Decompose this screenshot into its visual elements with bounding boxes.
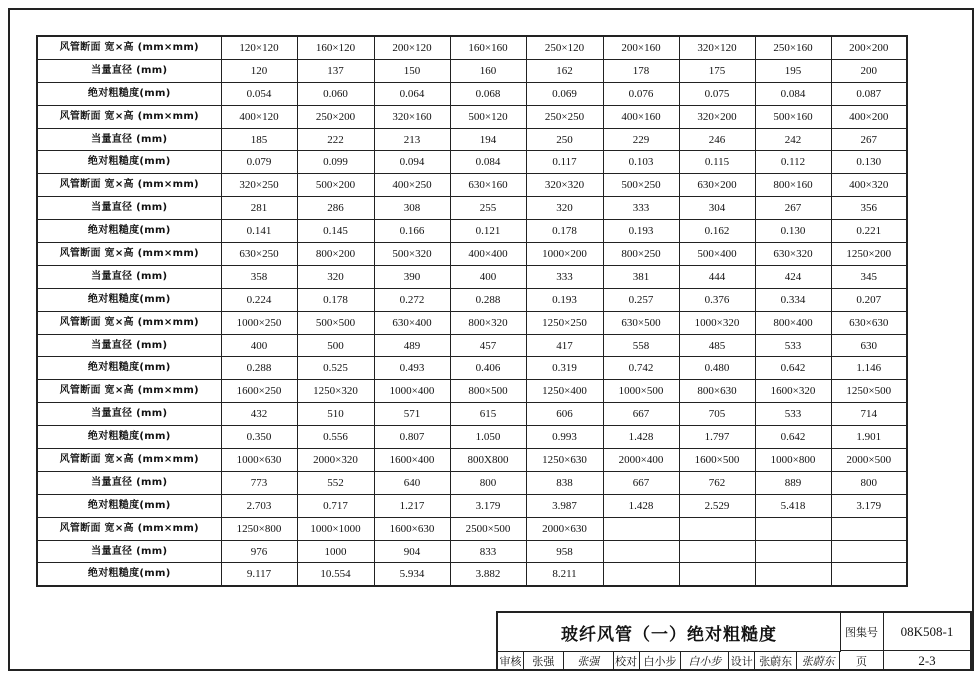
table-cell: 195 bbox=[755, 59, 831, 82]
table-cell: 1.217 bbox=[374, 494, 450, 517]
table-cell: 0.079 bbox=[221, 151, 297, 174]
table-cell: 552 bbox=[297, 471, 374, 494]
row-label: 绝对粗糙度(mm) bbox=[37, 288, 221, 311]
table-cell: 308 bbox=[374, 197, 450, 220]
table-cell: 9.117 bbox=[221, 563, 297, 586]
table-cell: 0.742 bbox=[603, 357, 679, 380]
table-cell: 0.087 bbox=[831, 82, 907, 105]
table-cell: 1.428 bbox=[603, 494, 679, 517]
table-cell: 500 bbox=[297, 334, 374, 357]
table-cell: 0.121 bbox=[450, 220, 526, 243]
designer-name: 张蔚东 bbox=[755, 651, 797, 671]
table-cell: 304 bbox=[679, 197, 755, 220]
table-cell: 640 bbox=[374, 471, 450, 494]
table-cell: 0.178 bbox=[297, 288, 374, 311]
table-cell bbox=[679, 540, 755, 563]
table-cell: 0.642 bbox=[755, 357, 831, 380]
table-cell bbox=[603, 517, 679, 540]
table-cell bbox=[755, 540, 831, 563]
table-row bbox=[37, 334, 907, 357]
table-cell: 630 bbox=[831, 334, 907, 357]
table-cell: 1250×800 bbox=[221, 517, 297, 540]
table-cell: 0.257 bbox=[603, 288, 679, 311]
table-cell: 0.115 bbox=[679, 151, 755, 174]
table-row bbox=[37, 243, 907, 266]
table-cell: 1000×320 bbox=[679, 311, 755, 334]
table-cell: 1600×320 bbox=[755, 380, 831, 403]
table-cell: 558 bbox=[603, 334, 679, 357]
table-cell: 2.703 bbox=[221, 494, 297, 517]
table-cell: 0.117 bbox=[526, 151, 603, 174]
table-cell: 400×320 bbox=[831, 174, 907, 197]
table-cell: 400×160 bbox=[603, 105, 679, 128]
table-cell: 175 bbox=[679, 59, 755, 82]
table-cell: 150 bbox=[374, 59, 450, 82]
table-cell: 667 bbox=[603, 403, 679, 426]
table-cell: 250×160 bbox=[755, 36, 831, 59]
row-label: 当量直径 (mm) bbox=[37, 128, 221, 151]
table-cell: 3.179 bbox=[831, 494, 907, 517]
table-row bbox=[37, 105, 907, 128]
table-cell bbox=[679, 517, 755, 540]
row-label: 绝对粗糙度(mm) bbox=[37, 151, 221, 174]
table-cell: 333 bbox=[526, 265, 603, 288]
table-cell: 0.064 bbox=[374, 82, 450, 105]
table-row bbox=[37, 357, 907, 380]
table-cell: 1000×250 bbox=[221, 311, 297, 334]
table-cell: 500×320 bbox=[374, 243, 450, 266]
table-cell: 320×160 bbox=[374, 105, 450, 128]
table-cell: 0.334 bbox=[755, 288, 831, 311]
table-cell: 0.162 bbox=[679, 220, 755, 243]
table-row bbox=[37, 197, 907, 220]
table-cell: 390 bbox=[374, 265, 450, 288]
atlas-number: 08K508-1 bbox=[884, 613, 970, 651]
table-cell: 533 bbox=[755, 403, 831, 426]
table-cell: 1.428 bbox=[603, 426, 679, 449]
table-cell: 500×250 bbox=[603, 174, 679, 197]
checker-name: 白小步 bbox=[640, 651, 682, 671]
row-label: 风管断面 宽×高 (mm×mm) bbox=[37, 311, 221, 334]
table-cell: 424 bbox=[755, 265, 831, 288]
table-cell: 1000×500 bbox=[603, 380, 679, 403]
table-row bbox=[37, 449, 907, 472]
table-cell: 0.376 bbox=[679, 288, 755, 311]
table-cell: 714 bbox=[831, 403, 907, 426]
row-label: 风管断面 宽×高 (mm×mm) bbox=[37, 243, 221, 266]
table-cell: 267 bbox=[831, 128, 907, 151]
table-cell: 3.882 bbox=[450, 563, 526, 586]
table-cell: 0.193 bbox=[526, 288, 603, 311]
table-cell: 381 bbox=[603, 265, 679, 288]
table-cell: 833 bbox=[450, 540, 526, 563]
table-cell: 510 bbox=[297, 403, 374, 426]
table-cell: 200×120 bbox=[374, 36, 450, 59]
table-cell: 0.069 bbox=[526, 82, 603, 105]
table-cell: 1600×250 bbox=[221, 380, 297, 403]
table-cell: 0.076 bbox=[603, 82, 679, 105]
table-row bbox=[37, 174, 907, 197]
table-cell: 333 bbox=[603, 197, 679, 220]
table-cell: 800×400 bbox=[755, 311, 831, 334]
table-cell: 0.054 bbox=[221, 82, 297, 105]
table-row bbox=[37, 265, 907, 288]
row-label: 风管断面 宽×高 (mm×mm) bbox=[37, 449, 221, 472]
table-row bbox=[37, 220, 907, 243]
table-cell: 630×250 bbox=[221, 243, 297, 266]
table-cell: 800 bbox=[450, 471, 526, 494]
table-cell: 0.060 bbox=[297, 82, 374, 105]
table-cell: 1250×500 bbox=[831, 380, 907, 403]
table-cell: 0.193 bbox=[603, 220, 679, 243]
table-cell: 1.901 bbox=[831, 426, 907, 449]
table-cell: 1000×400 bbox=[374, 380, 450, 403]
table-cell: 213 bbox=[374, 128, 450, 151]
table-cell: 630×200 bbox=[679, 174, 755, 197]
row-label: 风管断面 宽×高 (mm×mm) bbox=[37, 174, 221, 197]
table-cell: 200×200 bbox=[831, 36, 907, 59]
table-cell: 400×120 bbox=[221, 105, 297, 128]
table-cell: 1000×630 bbox=[221, 449, 297, 472]
table-cell: 489 bbox=[374, 334, 450, 357]
table-row bbox=[37, 494, 907, 517]
table-cell: 0.130 bbox=[831, 151, 907, 174]
drawing-title: 玻纤风管（一）绝对粗糙度 bbox=[498, 613, 841, 652]
table-cell: 1000×800 bbox=[755, 449, 831, 472]
title-block bbox=[496, 611, 972, 671]
table-cell: 0.099 bbox=[297, 151, 374, 174]
table-cell: 242 bbox=[755, 128, 831, 151]
table-cell: 800 bbox=[831, 471, 907, 494]
table-cell: 444 bbox=[679, 265, 755, 288]
table-cell: 1.146 bbox=[831, 357, 907, 380]
roughness-table bbox=[36, 35, 908, 587]
table-cell: 5.418 bbox=[755, 494, 831, 517]
table-cell: 0.993 bbox=[526, 426, 603, 449]
row-label: 当量直径 (mm) bbox=[37, 197, 221, 220]
signature-row bbox=[498, 651, 840, 671]
table-cell: 345 bbox=[831, 265, 907, 288]
table-cell: 120 bbox=[221, 59, 297, 82]
table-cell: 250×200 bbox=[297, 105, 374, 128]
table-cell: 3.987 bbox=[526, 494, 603, 517]
table-cell: 0.084 bbox=[450, 151, 526, 174]
table-cell: 286 bbox=[297, 197, 374, 220]
table-cell: 1250×320 bbox=[297, 380, 374, 403]
row-label: 当量直径 (mm) bbox=[37, 334, 221, 357]
row-label: 风管断面 宽×高 (mm×mm) bbox=[37, 380, 221, 403]
table-cell: 606 bbox=[526, 403, 603, 426]
table-cell: 800×500 bbox=[450, 380, 526, 403]
atlas-label: 图集号 bbox=[840, 613, 884, 651]
reviewer-signature: 张强 bbox=[564, 651, 614, 671]
table-cell bbox=[679, 563, 755, 586]
table-row bbox=[37, 563, 907, 586]
table-row bbox=[37, 517, 907, 540]
table-cell: 773 bbox=[221, 471, 297, 494]
table-cell: 10.554 bbox=[297, 563, 374, 586]
page-label: 页 bbox=[840, 651, 884, 671]
table-cell: 2000×500 bbox=[831, 449, 907, 472]
row-label: 当量直径 (mm) bbox=[37, 59, 221, 82]
row-label: 绝对粗糙度(mm) bbox=[37, 357, 221, 380]
table-cell: 958 bbox=[526, 540, 603, 563]
table-cell: 630×400 bbox=[374, 311, 450, 334]
table-cell: 250×250 bbox=[526, 105, 603, 128]
table-cell: 889 bbox=[755, 471, 831, 494]
table-cell: 320×200 bbox=[679, 105, 755, 128]
table-cell: 0.145 bbox=[297, 220, 374, 243]
row-label: 风管断面 宽×高 (mm×mm) bbox=[37, 517, 221, 540]
table-cell: 800×200 bbox=[297, 243, 374, 266]
table-cell: 0.556 bbox=[297, 426, 374, 449]
table-cell: 185 bbox=[221, 128, 297, 151]
table-cell: 500×500 bbox=[297, 311, 374, 334]
table-cell: 0.094 bbox=[374, 151, 450, 174]
table-cell: 762 bbox=[679, 471, 755, 494]
table-cell: 8.211 bbox=[526, 563, 603, 586]
table-cell: 400 bbox=[221, 334, 297, 357]
row-label: 绝对粗糙度(mm) bbox=[37, 563, 221, 586]
table-cell: 229 bbox=[603, 128, 679, 151]
table-cell: 976 bbox=[221, 540, 297, 563]
table-cell: 0.319 bbox=[526, 357, 603, 380]
table-cell: 0.178 bbox=[526, 220, 603, 243]
table-cell: 838 bbox=[526, 471, 603, 494]
table-cell: 120×120 bbox=[221, 36, 297, 59]
table-cell: 137 bbox=[297, 59, 374, 82]
table-cell: 255 bbox=[450, 197, 526, 220]
checker-signature: 白小步 bbox=[681, 651, 729, 671]
table-cell bbox=[755, 517, 831, 540]
reviewer-name: 张强 bbox=[524, 651, 564, 671]
table-cell bbox=[831, 563, 907, 586]
table-cell: 200×160 bbox=[603, 36, 679, 59]
row-label: 当量直径 (mm) bbox=[37, 265, 221, 288]
table-cell: 320 bbox=[297, 265, 374, 288]
table-cell: 178 bbox=[603, 59, 679, 82]
table-cell: 667 bbox=[603, 471, 679, 494]
table-cell: 1250×400 bbox=[526, 380, 603, 403]
row-label: 绝对粗糙度(mm) bbox=[37, 220, 221, 243]
table-cell: 800X800 bbox=[450, 449, 526, 472]
row-label: 当量直径 (mm) bbox=[37, 540, 221, 563]
table-cell: 246 bbox=[679, 128, 755, 151]
table-cell: 500×400 bbox=[679, 243, 755, 266]
row-label: 当量直径 (mm) bbox=[37, 471, 221, 494]
review-label: 审核 bbox=[498, 651, 524, 671]
table-cell: 0.112 bbox=[755, 151, 831, 174]
table-cell: 320×250 bbox=[221, 174, 297, 197]
table-cell: 500×120 bbox=[450, 105, 526, 128]
table-cell: 417 bbox=[526, 334, 603, 357]
row-label: 绝对粗糙度(mm) bbox=[37, 82, 221, 105]
table-cell: 0.288 bbox=[221, 357, 297, 380]
table-cell: 2000×320 bbox=[297, 449, 374, 472]
table-cell: 0.480 bbox=[679, 357, 755, 380]
table-cell: 400×250 bbox=[374, 174, 450, 197]
table-cell: 356 bbox=[831, 197, 907, 220]
table-cell bbox=[831, 540, 907, 563]
table-cell: 320×120 bbox=[679, 36, 755, 59]
table-row bbox=[37, 82, 907, 105]
table-row bbox=[37, 151, 907, 174]
table-cell: 630×320 bbox=[755, 243, 831, 266]
table-cell: 1250×250 bbox=[526, 311, 603, 334]
table-body bbox=[37, 36, 907, 586]
table-cell: 320×320 bbox=[526, 174, 603, 197]
table-cell: 800×320 bbox=[450, 311, 526, 334]
table-cell: 1000 bbox=[297, 540, 374, 563]
table-cell: 2.529 bbox=[679, 494, 755, 517]
table-cell: 0.717 bbox=[297, 494, 374, 517]
table-cell: 1600×500 bbox=[679, 449, 755, 472]
table-cell: 400 bbox=[450, 265, 526, 288]
row-label: 风管断面 宽×高 (mm×mm) bbox=[37, 105, 221, 128]
table-cell: 281 bbox=[221, 197, 297, 220]
table-cell: 0.807 bbox=[374, 426, 450, 449]
table-cell: 1.050 bbox=[450, 426, 526, 449]
table-cell: 630×500 bbox=[603, 311, 679, 334]
table-cell: 160×120 bbox=[297, 36, 374, 59]
table-cell: 800×160 bbox=[755, 174, 831, 197]
table-cell: 2000×400 bbox=[603, 449, 679, 472]
table-cell: 432 bbox=[221, 403, 297, 426]
table-cell: 0.130 bbox=[755, 220, 831, 243]
page-number: 2-3 bbox=[918, 653, 936, 668]
table-cell: 0.493 bbox=[374, 357, 450, 380]
table-cell bbox=[603, 540, 679, 563]
row-label: 当量直径 (mm) bbox=[37, 403, 221, 426]
table-row bbox=[37, 311, 907, 334]
table-cell: 0.288 bbox=[450, 288, 526, 311]
table-cell: 1600×400 bbox=[374, 449, 450, 472]
table-cell: 0.406 bbox=[450, 357, 526, 380]
check-label: 校对 bbox=[614, 651, 640, 671]
table-cell: 0.272 bbox=[374, 288, 450, 311]
table-cell: 162 bbox=[526, 59, 603, 82]
table-cell: 0.103 bbox=[603, 151, 679, 174]
table-row bbox=[37, 128, 907, 151]
table-cell: 904 bbox=[374, 540, 450, 563]
table-cell: 533 bbox=[755, 334, 831, 357]
table-cell: 194 bbox=[450, 128, 526, 151]
table-cell: 250 bbox=[526, 128, 603, 151]
table-cell: 500×160 bbox=[755, 105, 831, 128]
table-cell: 0.350 bbox=[221, 426, 297, 449]
table-cell: 0.525 bbox=[297, 357, 374, 380]
table-cell: 800×250 bbox=[603, 243, 679, 266]
table-row bbox=[37, 59, 907, 82]
table-row bbox=[37, 471, 907, 494]
table-cell bbox=[755, 563, 831, 586]
table-row bbox=[37, 36, 907, 59]
table-cell: 1250×630 bbox=[526, 449, 603, 472]
table-cell: 200 bbox=[831, 59, 907, 82]
table-cell: 1600×630 bbox=[374, 517, 450, 540]
table-cell: 485 bbox=[679, 334, 755, 357]
table-cell: 0.068 bbox=[450, 82, 526, 105]
table-cell: 0.642 bbox=[755, 426, 831, 449]
designer-signature: 张蔚东 bbox=[801, 655, 835, 668]
table-cell: 400×200 bbox=[831, 105, 907, 128]
table-cell: 400×400 bbox=[450, 243, 526, 266]
table-cell: 250×120 bbox=[526, 36, 603, 59]
table-row bbox=[37, 403, 907, 426]
table-cell: 615 bbox=[450, 403, 526, 426]
table-cell bbox=[603, 563, 679, 586]
table-cell: 800×630 bbox=[679, 380, 755, 403]
table-cell: 1250×200 bbox=[831, 243, 907, 266]
row-label: 风管断面 宽×高 (mm×mm) bbox=[37, 36, 221, 59]
table-row bbox=[37, 288, 907, 311]
table-cell: 457 bbox=[450, 334, 526, 357]
table-cell: 2000×630 bbox=[526, 517, 603, 540]
table-cell: 2500×500 bbox=[450, 517, 526, 540]
table-cell: 320 bbox=[526, 197, 603, 220]
row-label: 绝对粗糙度(mm) bbox=[37, 426, 221, 449]
table-cell: 1.797 bbox=[679, 426, 755, 449]
table-cell: 705 bbox=[679, 403, 755, 426]
table-cell: 0.224 bbox=[221, 288, 297, 311]
table-cell: 630×160 bbox=[450, 174, 526, 197]
table-cell: 267 bbox=[755, 197, 831, 220]
table-cell: 571 bbox=[374, 403, 450, 426]
table-cell: 0.075 bbox=[679, 82, 755, 105]
row-label: 绝对粗糙度(mm) bbox=[37, 494, 221, 517]
table-cell: 222 bbox=[297, 128, 374, 151]
table-row bbox=[37, 380, 907, 403]
table-cell: 358 bbox=[221, 265, 297, 288]
table-cell: 1000×1000 bbox=[297, 517, 374, 540]
table-cell: 0.084 bbox=[755, 82, 831, 105]
table-cell: 0.141 bbox=[221, 220, 297, 243]
table-cell: 3.179 bbox=[450, 494, 526, 517]
table-row bbox=[37, 540, 907, 563]
table-cell: 0.166 bbox=[374, 220, 450, 243]
table-cell: 0.221 bbox=[831, 220, 907, 243]
table-cell: 160×160 bbox=[450, 36, 526, 59]
table-cell: 500×200 bbox=[297, 174, 374, 197]
table-cell: 630×630 bbox=[831, 311, 907, 334]
design-label: 设计 bbox=[729, 651, 755, 671]
table-cell: 160 bbox=[450, 59, 526, 82]
table-row bbox=[37, 426, 907, 449]
table-cell: 5.934 bbox=[374, 563, 450, 586]
table-cell: 1000×200 bbox=[526, 243, 603, 266]
table-cell: 0.207 bbox=[831, 288, 907, 311]
table-cell bbox=[831, 517, 907, 540]
